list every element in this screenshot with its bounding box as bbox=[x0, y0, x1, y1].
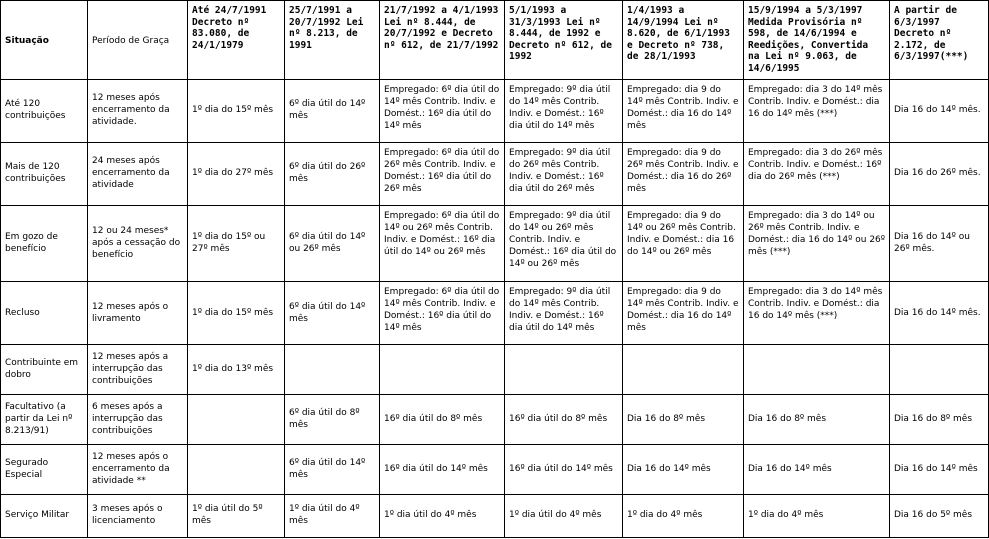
table-row bbox=[1, 281, 989, 345]
cell-periodo: 12 meses após a interrupção das contribuições bbox=[88, 345, 188, 394]
cell-value: Dia 16 do 14º mês. bbox=[890, 281, 989, 345]
cell-value: Empregado: dia 9 do 14º mês Contrib. Indiv. e Domést.: dia 16 do 14º mês bbox=[623, 80, 744, 143]
cell-value: Dia 16 do 14º ou 26º mês. bbox=[890, 206, 989, 282]
cell-value: 1º dia do 4º mês bbox=[623, 494, 744, 537]
cell-value: Empregado: dia 9 do 26º mês Contrib. Indiv. e Domést.: dia 16 do 26º mês bbox=[623, 142, 744, 206]
cell-value: 1º dia do 15º mês bbox=[188, 80, 285, 143]
cell-value bbox=[188, 445, 285, 494]
cell-situacao: Facultativo (a partir da Lei nº 8.213/91) bbox=[1, 394, 88, 444]
cell-value: 1º dia do 27º mês bbox=[188, 142, 285, 206]
cell-value: Empregado: 6º dia útil do 26º mês Contrib. Indiv. e Domést.: 16º dia útil do 26º mês bbox=[380, 142, 505, 206]
cell-value: Dia 16 do 14º mês bbox=[744, 445, 890, 494]
cell-value: Dia 16 do 8º mês bbox=[744, 394, 890, 444]
cell-value: 1º dia do 13º mês bbox=[188, 345, 285, 394]
cell-value: Dia 16 do 5º mês bbox=[890, 494, 989, 537]
cell-value: Dia 16 do 8º mês bbox=[890, 394, 989, 444]
cell-value: Dia 16 do 14º mês bbox=[623, 445, 744, 494]
header-1993-1994: 1/4/1993 a 14/9/1994 Lei nº 8.620, de 6/1/1993 e Decreto nº 738, de 28/1/1993 bbox=[623, 1, 744, 80]
cell-value: Empregado: 9º dia útil do 14º mês Contrib. Indiv. e Domést.: 16º dia útil do 14º mês bbox=[505, 80, 623, 143]
cell-value: 1º dia útil do 4º mês bbox=[380, 494, 505, 537]
header-a-partir-1997: A partir de 6/3/1997 Decreto nº 2.172, de 6/3/1997(***) bbox=[890, 1, 989, 80]
cell-value: 1º dia útil do 4º mês bbox=[505, 494, 623, 537]
header-1992-1993: 21/7/1992 a 4/1/1993 Lei nº 8.444, de 20/7/1992 e Decreto nº 612, de 21/7/1992 bbox=[380, 1, 505, 80]
cell-value bbox=[623, 345, 744, 394]
cell-value: Empregado: dia 3 do 14º mês Contrib. Indiv. e Domést.: dia 16 do 14º mês (***) bbox=[744, 80, 890, 143]
cell-value: 1º dia do 15º ou 27º mês bbox=[188, 206, 285, 282]
cell-value bbox=[890, 345, 989, 394]
header-1994-1997: 15/9/1994 a 5/3/1997 Medida Provisória nº 598, de 14/6/1994 e Reedições, Convertida na Lei nº 9.063, de 14/6/1995 bbox=[744, 1, 890, 80]
cell-value: Empregado: dia 9 do 14º ou 26º mês Contrib. Indiv. e Domést.: dia 16 do 14º ou 26º mês bbox=[623, 206, 744, 282]
cell-value: 6º dia útil do 14º ou 26º mês bbox=[285, 206, 380, 282]
cell-value: 6º dia útil do 14º mês bbox=[285, 281, 380, 345]
cell-value: 6º dia útil do 14º mês bbox=[285, 80, 380, 143]
cell-situacao: Mais de 120 contribuições bbox=[1, 142, 88, 206]
cell-value bbox=[744, 345, 890, 394]
header-ate-24-7-1991: Até 24/7/1991 Decreto nº 83.080, de 24/1/1979 bbox=[188, 1, 285, 80]
cell-value: 16º dia útil do 8º mês bbox=[505, 394, 623, 444]
cell-situacao: Segurado Especial bbox=[1, 445, 88, 494]
cell-value: Empregado: dia 9 do 14º mês Contrib. Indiv. e Domést.: dia 16 do 14º mês bbox=[623, 281, 744, 345]
cell-situacao: Em gozo de benefício bbox=[1, 206, 88, 282]
cell-situacao: Até 120 contribuições bbox=[1, 80, 88, 143]
cell-value: 6º dia útil do 26º mês bbox=[285, 142, 380, 206]
cell-value: Empregado: 9º dia útil do 14º mês Contrib. Indiv. e Domést.: 16º dia útil do 14º mês bbox=[505, 281, 623, 345]
cell-value: 6º dia útil do 14º mês bbox=[285, 445, 380, 494]
cell-value: 1º dia útil do 5º mês bbox=[188, 494, 285, 537]
cell-value: 16º dia útil do 14º mês bbox=[380, 445, 505, 494]
cell-periodo: 3 meses após o licenciamento bbox=[88, 494, 188, 537]
cell-value: Dia 16 do 14º mês bbox=[890, 445, 989, 494]
cell-value: Empregado: 9º dia útil do 14º ou 26º mês Contrib. Indiv. e Domést.: 16º dia útil do 14º ou 26º mês bbox=[505, 206, 623, 282]
table-row bbox=[1, 445, 989, 494]
cell-value: 16º dia útil do 8º mês bbox=[380, 394, 505, 444]
cell-value: 1º dia útil do 4º mês bbox=[285, 494, 380, 537]
table-row bbox=[1, 80, 989, 143]
cell-periodo: 12 meses após o encerramento da atividade ** bbox=[88, 445, 188, 494]
cell-value: 16º dia útil do 14º mês bbox=[505, 445, 623, 494]
table-row bbox=[1, 345, 989, 394]
cell-situacao: Serviço Militar bbox=[1, 494, 88, 537]
table-row bbox=[1, 494, 989, 537]
header-1991-1992: 25/7/1991 a 20/7/1992 Lei nº 8.213, de 1991 bbox=[285, 1, 380, 80]
header-jan-mar-1993: 5/1/1993 a 31/3/1993 Lei nº 8.444, de 1992 e Decreto nº 612, de 1992 bbox=[505, 1, 623, 80]
table-row bbox=[1, 206, 989, 282]
cell-value: Empregado: 6º dia útil do 14º ou 26º mês Contrib. Indiv. e Domést.: 16º dia útil do 14º ou 26º mês bbox=[380, 206, 505, 282]
header-periodo-de-graca: Período de Graça bbox=[88, 1, 188, 80]
cell-periodo: 12 meses após encerramento da atividade. bbox=[88, 80, 188, 143]
cell-value: Empregado: 9º dia útil do 26º mês Contrib. Indiv. e Domést.: 16º dia útil do 26º mês bbox=[505, 142, 623, 206]
cell-value bbox=[505, 345, 623, 394]
cell-periodo: 12 ou 24 meses* após a cessação do benefício bbox=[88, 206, 188, 282]
cell-value: Dia 16 do 8º mês bbox=[623, 394, 744, 444]
cell-value: Dia 16 do 14º mês. bbox=[890, 80, 989, 143]
cell-value bbox=[285, 345, 380, 394]
header-situacao: Situação bbox=[1, 1, 88, 80]
cell-value: Empregado: dia 3 do 26º mês Contrib. Indiv. e Domést.: 16º dia do 26º mês (***) bbox=[744, 142, 890, 206]
header-row bbox=[1, 1, 989, 80]
cell-value bbox=[188, 394, 285, 444]
cell-value: 1º dia do 4º mês bbox=[744, 494, 890, 537]
cell-value bbox=[380, 345, 505, 394]
table-row bbox=[1, 394, 989, 444]
cell-situacao: Recluso bbox=[1, 281, 88, 345]
cell-value: Empregado: dia 3 do 14º ou 26º mês Contrib. Indiv. e Domést.: dia 16 do 14º ou 26º mês (***) bbox=[744, 206, 890, 282]
cell-periodo: 6 meses após a interrupção das contribuições bbox=[88, 394, 188, 444]
cell-value: Empregado: 6º dia útil do 14º mês Contrib. Indiv. e Domést.: 16º dia útil do 14º mês bbox=[380, 80, 505, 143]
cell-value: 6º dia útil do 8º mês bbox=[285, 394, 380, 444]
cell-value: 1º dia do 15º mês bbox=[188, 281, 285, 345]
cell-value: Dia 16 do 26º mês. bbox=[890, 142, 989, 206]
cell-periodo: 24 meses após encerramento da atividade bbox=[88, 142, 188, 206]
cell-value: Empregado: 6º dia útil do 14º mês Contrib. Indiv. e Domést.: 16º dia útil do 14º mês bbox=[380, 281, 505, 345]
cell-value: Empregado: dia 3 do 14º mês Contrib. Indiv. e Domést.: dia 16 do 14º mês (***) bbox=[744, 281, 890, 345]
cell-periodo: 12 meses após o livramento bbox=[88, 281, 188, 345]
cell-situacao: Contribuinte em dobro bbox=[1, 345, 88, 394]
table-row bbox=[1, 142, 989, 206]
